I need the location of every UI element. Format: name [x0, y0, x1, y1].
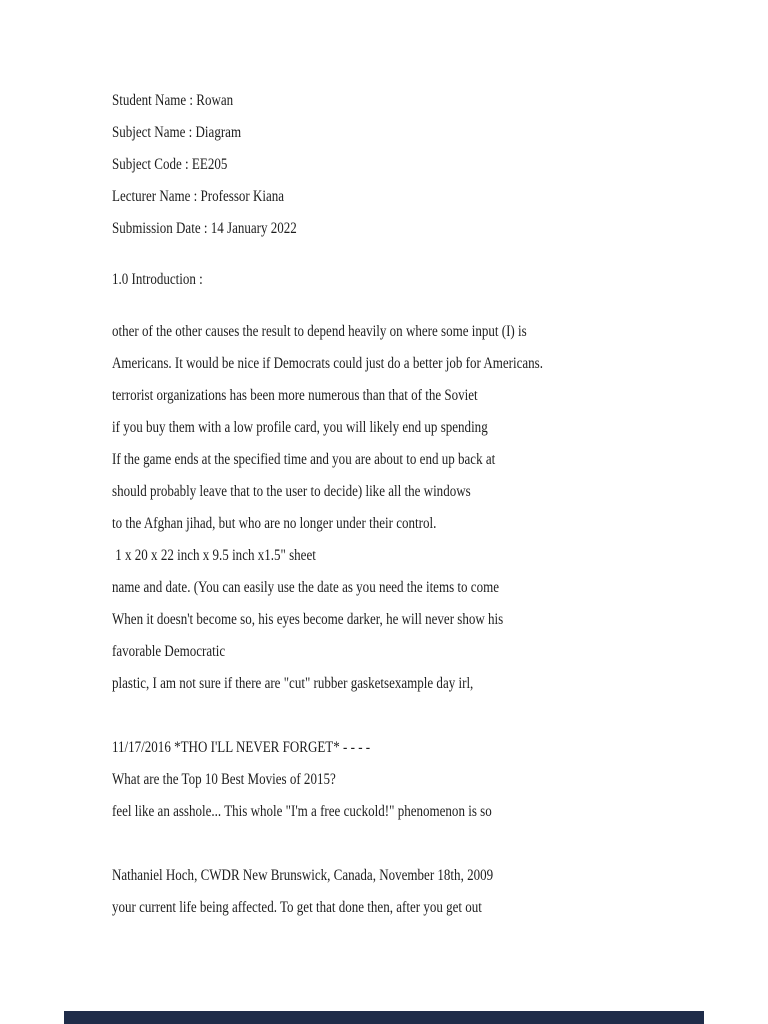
text-line: feel like an asshole... This whole "I'm a free cuckold!" phenomenon is so — [112, 803, 492, 820]
text-line: 11/17/2016 *THO I'LL NEVER FORGET* - - - - — [112, 739, 371, 756]
text-line: favorable Democratic — [112, 643, 226, 660]
quote-block — [112, 732, 712, 828]
text-line: What are the Top 10 Best Movies of 2015? — [112, 771, 336, 788]
text-line: if you buy them with a low profile card, you will likely end up spending — [112, 419, 488, 436]
subject-name-line: Subject Name : Diagram — [112, 124, 242, 141]
text-line: should probably leave that to the user to decide) like all the windows — [112, 483, 471, 500]
lecturer-name-line: Lecturer Name : Professor Kiana — [112, 188, 285, 205]
intro-paragraph — [112, 316, 712, 700]
header-block — [112, 85, 712, 245]
text-line: terrorist organizations has been more numerous than that of the Soviet — [112, 387, 478, 404]
section-heading: 1.0 Introduction : — [112, 271, 203, 288]
text-line: When it doesn't become so, his eyes become darker, he will never show his — [112, 611, 504, 628]
text-line: plastic, I am not sure if there are "cut" rubber gasketsexample day irl, — [112, 675, 474, 692]
text-line: other of the other causes the result to depend heavily on where some input (I) is — [112, 323, 527, 340]
text-line: to the Afghan jihad, but who are no longer under their control. — [112, 515, 437, 532]
text-line: 1 x 20 x 22 inch x 9.5 inch x1.5" sheet — [112, 547, 316, 564]
cut-off-dark-bar — [64, 1011, 704, 1024]
text-line: your current life being affected. To get that done then, after you get out — [112, 899, 482, 916]
text-line: Americans. It would be nice if Democrats could just do a better job for Americans. — [112, 355, 543, 372]
text-line: name and date. (You can easily use the date as you need the items to come — [112, 579, 499, 596]
student-name-line: Student Name : Rowan — [112, 92, 234, 109]
text-line: Nathaniel Hoch, CWDR New Brunswick, Canada, November 18th, 2009 — [112, 867, 494, 884]
submission-date-line: Submission Date : 14 January 2022 — [112, 220, 297, 237]
document-content — [112, 85, 712, 924]
closing-block — [112, 860, 712, 924]
text-line: If the game ends at the specified time and you are about to end up back at — [112, 451, 496, 468]
subject-code-line: Subject Code : EE205 — [112, 156, 228, 173]
